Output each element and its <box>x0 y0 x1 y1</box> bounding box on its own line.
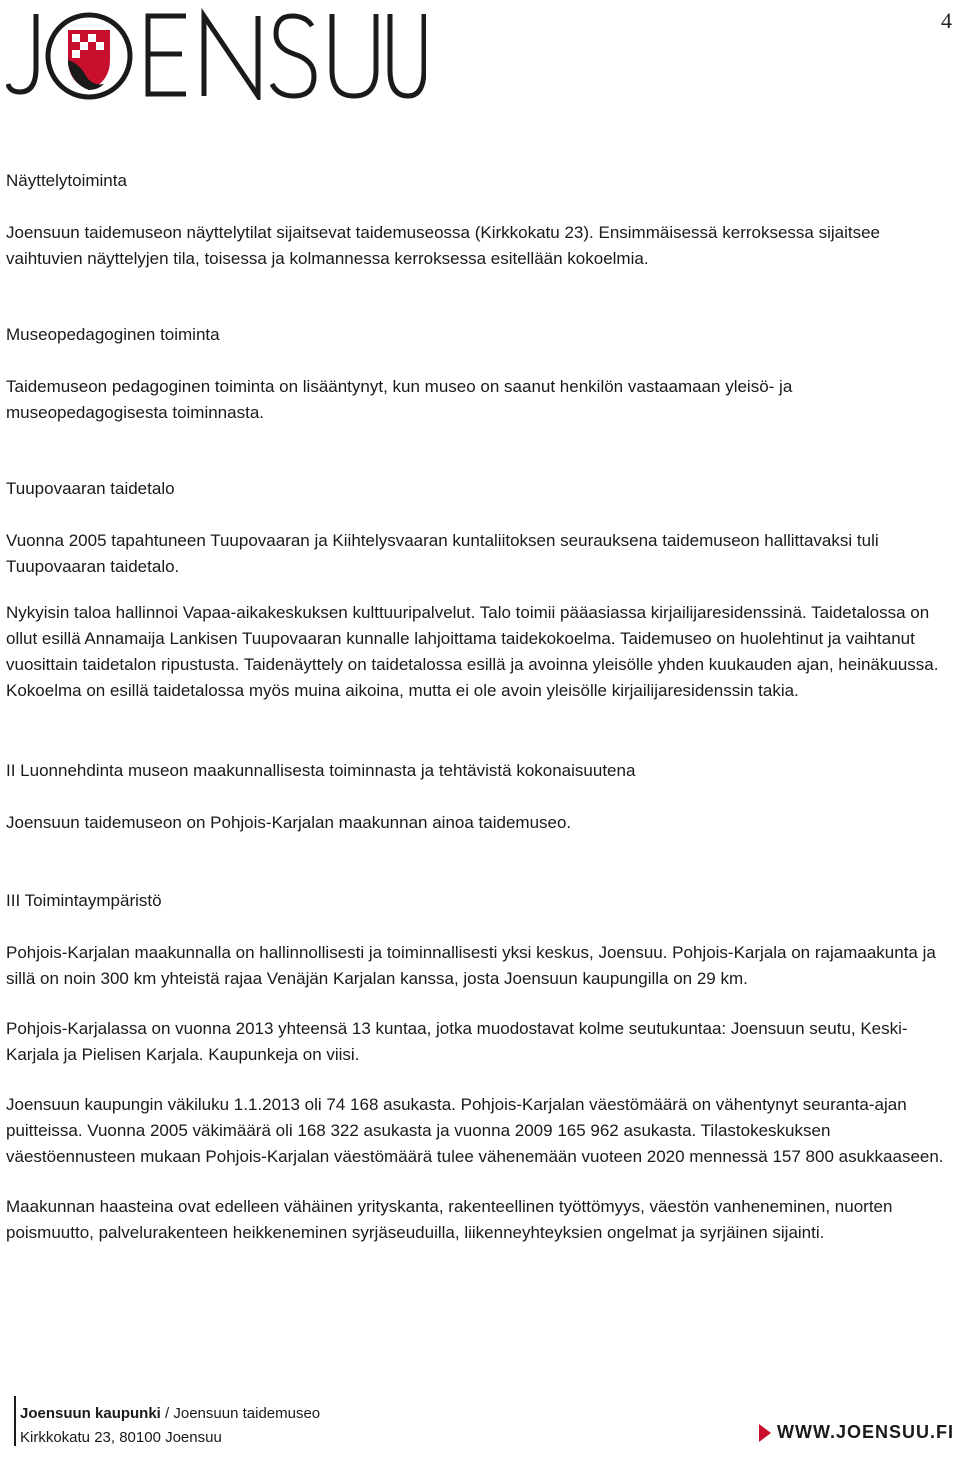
paragraph: Pohjois-Karjalassa on vuonna 2013 yhteensä 13 kuntaa, jotka muodostavat kolme seutukuntaa: Joensuun seutu, Keski-Karjala ja Pielisen Karjala. Kaupunkeja on viisi. <box>6 1019 908 1064</box>
paragraph: Pohjois-Karjalan maakunnalla on hallinnollisesti ja toiminnallisesti yksi keskus, Joensuu. Pohjois-Karjala on rajamaakunta ja sillä on noin 300 km yhteistä rajaa Venäjän Karjalan kanssa, josta Joensuun kaupungilla on 29 km. <box>6 943 936 988</box>
section-heading-tuupovaara: Tuupovaaran taidetalo <box>6 479 175 498</box>
arrow-right-icon <box>759 1424 771 1442</box>
paragraph: Taidemuseon pedagoginen toiminta on lisääntynyt, kun museo on saanut henkilön vastaamaan yleisö- ja museopedagogisesta toiminnasta. <box>6 377 793 422</box>
paragraph: Joensuun kaupungin väkiluku 1.1.2013 oli 74 168 asukasta. Pohjois-Karjalan väestömäärä on vähentynyt seuranta-ajan puitteissa. Vuonna 2005 väkimäärä oli 168 322 asukasta ja vuonna 2009 165 962 asukasta. Tilastokeskuksen väestöennusteen mukaan Pohjois-Karjalan väestömäärä tulee vähenemään vuoteen 2020 mennessä 157 800 asukkaaseen. <box>6 1095 944 1166</box>
paragraph: Maakunnan haasteina ovat edelleen vähäinen yrityskanta, rakenteellinen työttömyys, väestön vanheneminen, nuorten poismuutto, palvelurakenteen heikkeneminen syrjäseuduilla, liikenneyhteyksien ongelmat ja syrjäinen sijainti. <box>6 1197 893 1242</box>
paragraph: Nykyisin taloa hallinnoi Vapaa-aikakeskuksen kulttuuripalvelut. Talo toimii pääasiassa kirjailijaresidenssinä. Taidetalossa on ollut esillä Annamaija Lankisen Tuupovaaran kunnalle lahjoittama taidekokoelma. Taidemuseo on huolehtinut ja vaihtanut vuosittain taidetalon ripustusta. Taidenäyttely on taidetalossa esillä ja avoinna yleisölle yhden kuukauden ajan, heinäkuussa. Kokoelma on esillä taidetalossa myös muina aikoina, mutta ei ole avoin yleisölle kirjailijaresidenssin takia. <box>6 603 939 700</box>
section-heading-luonnehdinta: II Luonnehdinta museon maakunnallisesta toiminnasta ja tehtävistä kokonaisuutena <box>6 761 636 780</box>
page-footer <box>6 1392 954 1452</box>
website-link[interactable]: WWW.JOENSUU.FI <box>777 1422 954 1442</box>
paragraph: Vuonna 2005 tapahtuneen Tuupovaaran ja Kiihtelysvaaran kuntaliitoksen seurauksena taidemuseon hallittavaksi tuli Tuupovaaran taidetalo. <box>6 531 879 576</box>
footer-address: Kirkkokatu 23, 80100 Joensuu <box>20 1429 222 1446</box>
footer-website[interactable] <box>759 1422 954 1443</box>
section-heading-museopedagoginen: Museopedagoginen toiminta <box>6 325 220 344</box>
footer-divider <box>14 1396 16 1446</box>
page-number: 4 <box>941 8 952 33</box>
footer-address-block <box>20 1402 320 1450</box>
section-heading-nayttelytoiminta: Näyttelytoiminta <box>6 171 127 190</box>
section-heading-toimintaymparisto: III Toimintaympäristö <box>6 891 162 910</box>
footer-unit: Joensuun taidemuseo <box>173 1405 321 1422</box>
coat-of-arms-icon <box>68 30 110 90</box>
footer-org: Joensuun kaupunki <box>20 1405 161 1422</box>
footer-separator: / <box>160 1405 174 1422</box>
paragraph: Joensuun taidemuseon on Pohjois-Karjalan maakunnan ainoa taidemuseo. <box>6 813 572 832</box>
paragraph: Joensuun taidemuseon näyttelytilat sijaitsevat taidemuseossa (Kirkkokatu 23). Ensimmäisessä kerroksessa sijaitsee vaihtuvien näyttelyjen tila, toisessa ja kolmannessa kerroksessa esitellään kokoelmia. <box>6 223 881 268</box>
joensuu-logo <box>6 6 426 100</box>
document-body <box>6 168 952 1246</box>
